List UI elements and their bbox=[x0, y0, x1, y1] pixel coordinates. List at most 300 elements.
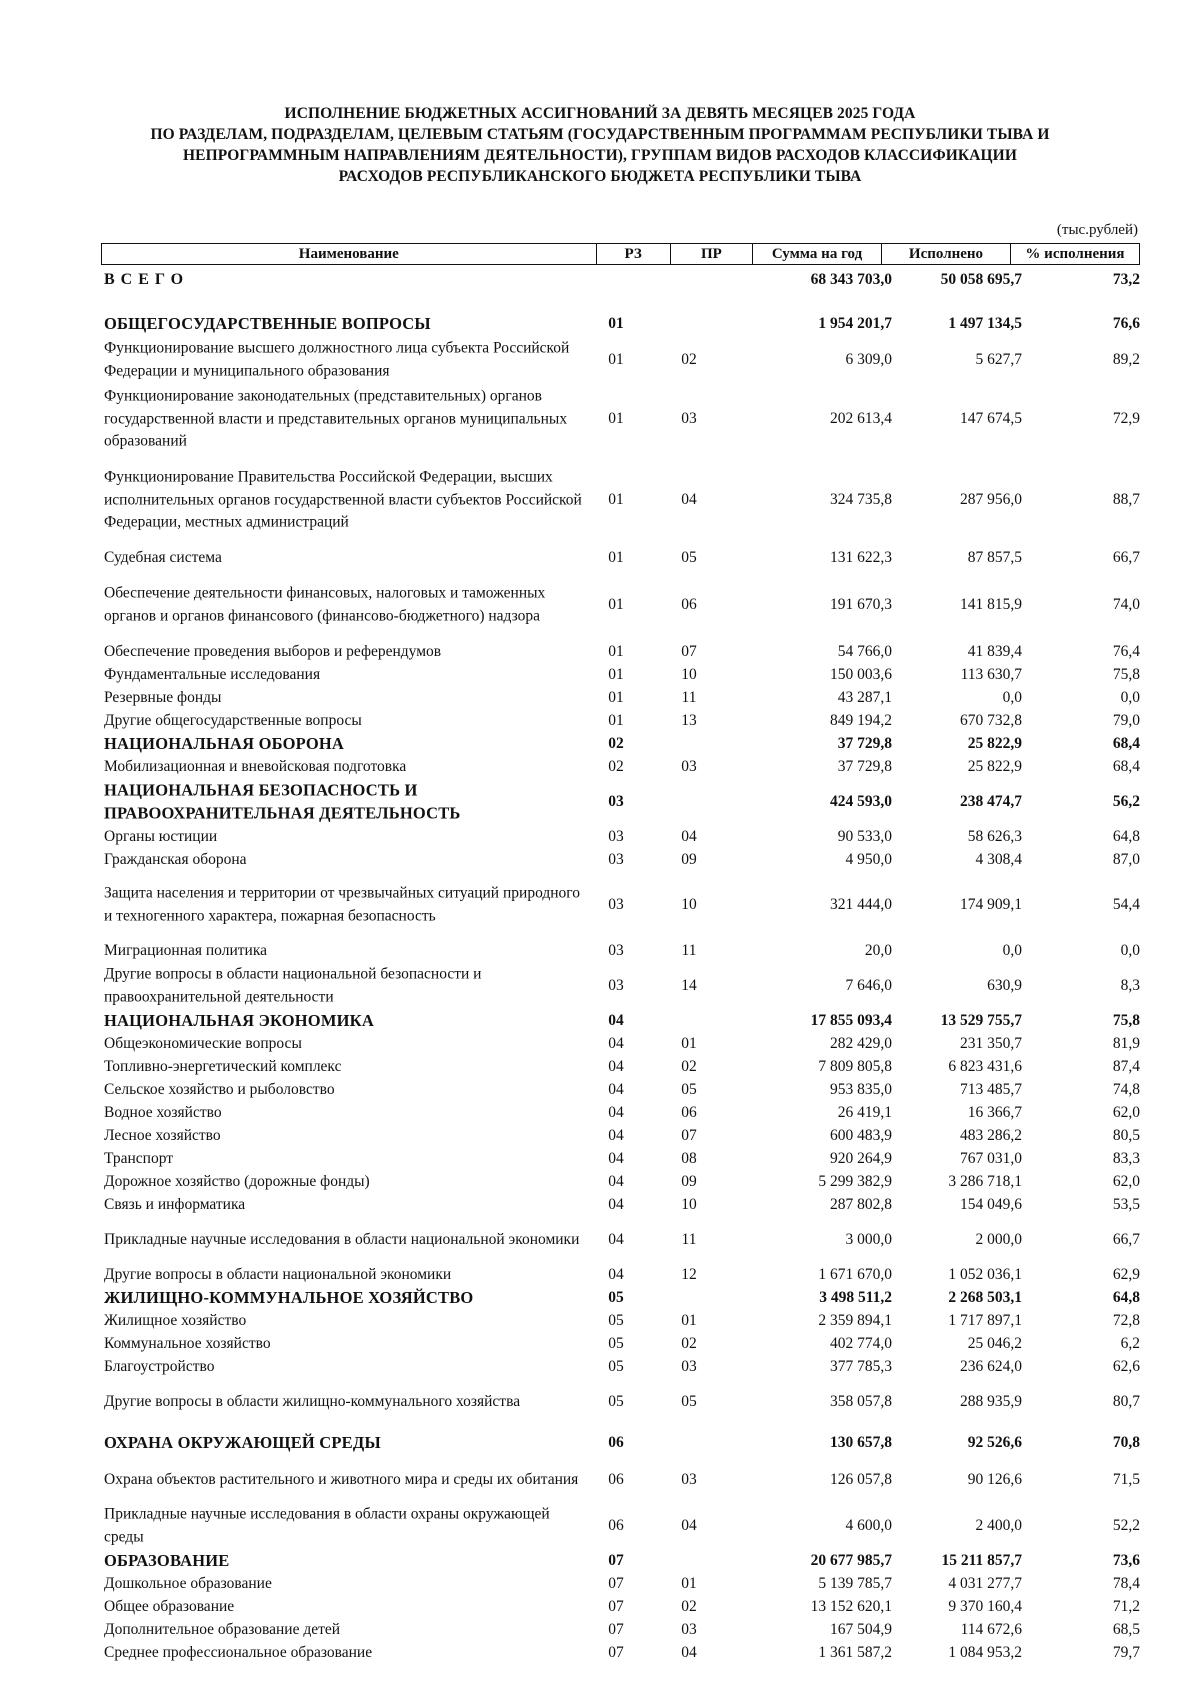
document-title bbox=[100, 103, 1100, 187]
row-name: Гражданская оборона bbox=[104, 850, 247, 868]
row-rz: 01 bbox=[608, 689, 624, 706]
row-done: 16 366,7 bbox=[967, 1104, 1022, 1121]
row-name: Сельское хозяйство и рыболовство bbox=[104, 1080, 335, 1098]
row-pr: 01 bbox=[681, 1312, 697, 1329]
row-rz: 04 bbox=[608, 1150, 624, 1167]
row-sum: 358 057,8 bbox=[830, 1393, 892, 1410]
row-pct: 54,4 bbox=[1112, 896, 1140, 913]
row-rz: 01 bbox=[608, 712, 624, 729]
row-pct: 74,0 bbox=[1112, 596, 1140, 613]
row-sum: 321 444,0 bbox=[830, 896, 892, 913]
row-pr: 07 bbox=[681, 643, 697, 660]
row-pct: 64,8 bbox=[1112, 1289, 1140, 1306]
row-pr: 02 bbox=[681, 351, 697, 368]
row-name: ОБРАЗОВАНИЕ bbox=[104, 1550, 230, 1570]
row-pct: 74,8 bbox=[1112, 1081, 1140, 1098]
row-pr: 03 bbox=[681, 1471, 697, 1488]
row-done: 114 672,6 bbox=[960, 1621, 1022, 1638]
row-pct: 62,0 bbox=[1112, 1173, 1140, 1190]
row-pct: 73,2 bbox=[1112, 271, 1140, 288]
row-pct: 76,4 bbox=[1112, 643, 1140, 660]
row-sum: 3 498 511,2 bbox=[819, 1289, 892, 1306]
row-sum: 68 343 703,0 bbox=[810, 271, 892, 288]
row-done: 41 839,4 bbox=[967, 643, 1022, 660]
row-rz: 01 bbox=[608, 549, 624, 566]
row-pct: 68,4 bbox=[1112, 735, 1140, 752]
column-sum-header: Сумма на год bbox=[753, 244, 882, 265]
table-row bbox=[104, 687, 1140, 709]
row-pct: 75,8 bbox=[1112, 666, 1140, 683]
row-pr: 05 bbox=[681, 1081, 697, 1098]
title-line-2: ПО РАЗДЕЛАМ, ПОДРАЗДЕЛАМ, ЦЕЛЕВЫМ СТАТЬЯМ (ГОСУДАРСТВЕННЫМ ПРОГРАММАМ РЕСПУБЛИКИ ТЫВА И bbox=[150, 126, 1050, 143]
row-pct: 68,4 bbox=[1112, 758, 1140, 775]
row-pr: 04 bbox=[681, 1517, 697, 1534]
column-pct-header: % исполнения bbox=[1010, 244, 1139, 265]
row-done: 58 626,3 bbox=[967, 828, 1022, 845]
row-name: Резервные фонды bbox=[104, 688, 222, 706]
row-name: Среднее профессиональное образование bbox=[104, 1643, 373, 1661]
table-row bbox=[104, 570, 1140, 640]
row-done: 287 956,0 bbox=[960, 491, 1022, 508]
row-name: ВСЕГО bbox=[104, 270, 190, 288]
column-done-header: Исполнено bbox=[882, 244, 1011, 265]
row-done: 25 822,9 bbox=[967, 758, 1022, 775]
row-pct: 71,5 bbox=[1112, 1471, 1140, 1488]
row-pct: 79,7 bbox=[1112, 1644, 1140, 1661]
row-pr: 14 bbox=[681, 977, 697, 994]
row-pr: 10 bbox=[681, 1196, 697, 1213]
row-pct: 56,2 bbox=[1112, 793, 1140, 810]
table-row bbox=[104, 384, 1140, 454]
row-sum: 131 622,3 bbox=[830, 549, 892, 566]
row-name: ОБЩЕГОСУДАРСТВЕННЫЕ ВОПРОСЫ bbox=[104, 313, 431, 333]
row-rz: 03 bbox=[608, 793, 624, 810]
row-sum: 7 809 805,8 bbox=[818, 1058, 892, 1075]
row-name: Другие общегосударственные вопросы bbox=[104, 711, 362, 729]
row-name: Транспорт bbox=[104, 1149, 174, 1167]
row-name: Жилищное хозяйство bbox=[104, 1311, 247, 1329]
row-done: 9 370 160,4 bbox=[948, 1598, 1022, 1615]
row-name: Защита населения и территории от чрезвычайных ситуаций природного и техногенного характера, пожарная безопасность bbox=[104, 884, 581, 924]
row-sum: 37 729,8 bbox=[837, 735, 892, 752]
row-rz: 07 bbox=[608, 1621, 624, 1638]
row-rz: 01 bbox=[608, 315, 624, 332]
row-name: Дорожное хозяйство (дорожные фонды) bbox=[104, 1172, 370, 1190]
table-row-section bbox=[104, 1287, 1140, 1309]
table-row bbox=[104, 1171, 1140, 1193]
table-header bbox=[101, 243, 1140, 265]
row-sum: 5 139 785,7 bbox=[818, 1575, 892, 1592]
row-done: 15 211 857,7 bbox=[941, 1552, 1022, 1569]
row-sum: 20 677 985,7 bbox=[810, 1552, 892, 1569]
table-row bbox=[104, 1264, 1140, 1286]
table-row bbox=[104, 1503, 1140, 1549]
title-line-1: ИСПОЛНЕНИЕ БЮДЖЕТНЫХ АССИГНОВАНИЙ ЗА ДЕВЯТЬ МЕСЯЦЕВ 2025 ГОДА bbox=[284, 105, 916, 122]
row-name: Лесное хозяйство bbox=[104, 1126, 221, 1144]
row-pr: 10 bbox=[681, 896, 697, 913]
row-rz: 03 bbox=[608, 828, 624, 845]
table-row-section bbox=[104, 1550, 1140, 1572]
row-sum: 287 802,8 bbox=[830, 1196, 892, 1213]
row-pr: 13 bbox=[681, 712, 697, 729]
title-line-4: РАСХОДОВ РЕСПУБЛИКАНСКОГО БЮДЖЕТА РЕСПУБЛИКИ ТЫВА bbox=[338, 168, 862, 185]
row-name: Мобилизационная и вневойсковая подготовка bbox=[104, 757, 407, 775]
row-pr: 11 bbox=[681, 1231, 697, 1248]
row-sum: 126 057,8 bbox=[830, 1471, 892, 1488]
row-pct: 83,3 bbox=[1112, 1150, 1140, 1167]
row-sum: 37 729,8 bbox=[837, 758, 892, 775]
row-pr: 01 bbox=[681, 1575, 697, 1592]
row-pct: 87,0 bbox=[1112, 851, 1140, 868]
row-rz: 04 bbox=[608, 1012, 624, 1029]
row-name: Судебная система bbox=[104, 548, 222, 566]
row-pr: 09 bbox=[681, 1173, 697, 1190]
row-sum: 54 766,0 bbox=[837, 643, 892, 660]
row-sum: 90 533,0 bbox=[837, 828, 892, 845]
row-done: 25 046,2 bbox=[967, 1335, 1022, 1352]
row-sum: 953 835,0 bbox=[830, 1081, 892, 1098]
table-row bbox=[104, 963, 1140, 1009]
row-pct: 52,2 bbox=[1112, 1517, 1140, 1534]
row-pct: 81,9 bbox=[1112, 1035, 1140, 1052]
row-sum: 4 600,0 bbox=[845, 1517, 892, 1534]
row-name: Другие вопросы в области жилищно-коммунального хозяйства bbox=[104, 1392, 521, 1410]
row-rz: 04 bbox=[608, 1173, 624, 1190]
row-pct: 80,7 bbox=[1112, 1393, 1140, 1410]
table-row bbox=[104, 664, 1140, 686]
row-sum: 402 774,0 bbox=[830, 1335, 892, 1352]
row-pct: 79,0 bbox=[1112, 712, 1140, 729]
row-done: 1 717 897,1 bbox=[948, 1312, 1022, 1329]
row-pr: 10 bbox=[681, 666, 697, 683]
row-sum: 282 429,0 bbox=[830, 1035, 892, 1052]
row-name: Коммунальное хозяйство bbox=[104, 1334, 271, 1352]
table-row bbox=[104, 1333, 1140, 1355]
table-row bbox=[104, 710, 1140, 732]
row-done: 154 049,6 bbox=[960, 1196, 1022, 1213]
row-done: 767 031,0 bbox=[960, 1150, 1022, 1167]
row-done: 2 000,0 bbox=[975, 1231, 1022, 1248]
table-row bbox=[104, 1642, 1140, 1664]
table-row bbox=[104, 1573, 1140, 1595]
table-row bbox=[104, 1596, 1140, 1618]
table-row bbox=[104, 1457, 1140, 1503]
row-done: 174 909,1 bbox=[960, 896, 1022, 913]
row-pct: 70,8 bbox=[1112, 1434, 1140, 1451]
row-pct: 73,6 bbox=[1112, 1552, 1140, 1569]
row-name: Органы юстиции bbox=[104, 827, 218, 845]
row-sum: 424 593,0 bbox=[830, 793, 892, 810]
table-row bbox=[104, 940, 1140, 962]
row-done: 0,0 bbox=[1002, 942, 1022, 959]
row-sum: 17 855 093,4 bbox=[810, 1012, 892, 1029]
row-done: 670 732,8 bbox=[960, 712, 1022, 729]
row-done: 113 630,7 bbox=[960, 666, 1022, 683]
row-done: 0,0 bbox=[1002, 689, 1022, 706]
table-row bbox=[104, 1310, 1140, 1332]
row-pr: 05 bbox=[681, 1393, 697, 1410]
table-row-section bbox=[104, 1010, 1140, 1032]
table-row bbox=[104, 1356, 1140, 1378]
table-row-section bbox=[104, 733, 1140, 755]
row-rz: 05 bbox=[608, 1335, 624, 1352]
table-row-section bbox=[104, 312, 1140, 336]
row-rz: 07 bbox=[608, 1598, 624, 1615]
row-name: НАЦИОНАЛЬНАЯ ЭКОНОМИКА bbox=[104, 1010, 374, 1030]
row-pr: 07 bbox=[681, 1127, 697, 1144]
row-done: 1 052 036,1 bbox=[948, 1266, 1022, 1283]
row-pct: 64,8 bbox=[1112, 828, 1140, 845]
row-pr: 06 bbox=[681, 1104, 697, 1121]
table-row bbox=[104, 1102, 1140, 1124]
row-pct: 6,2 bbox=[1120, 1335, 1140, 1352]
table-row bbox=[104, 882, 1140, 928]
row-pr: 03 bbox=[681, 758, 697, 775]
row-pct: 88,7 bbox=[1112, 491, 1140, 508]
row-name: Водное хозяйство bbox=[104, 1103, 222, 1121]
row-pr: 12 bbox=[681, 1266, 697, 1283]
row-done: 2 400,0 bbox=[975, 1517, 1022, 1534]
row-pct: 72,9 bbox=[1112, 410, 1140, 427]
row-sum: 3 000,0 bbox=[845, 1231, 892, 1248]
row-name: Общее образование bbox=[104, 1597, 235, 1615]
row-pr: 03 bbox=[681, 1358, 697, 1375]
column-pr-header: ПР bbox=[670, 244, 752, 265]
row-name: Функционирование законодательных (представительных) органов государственной власти и представительных органов муниципальных образований bbox=[104, 387, 568, 450]
row-name: Охрана объектов растительного и животного мира и среды их обитания bbox=[104, 1470, 579, 1488]
row-done: 3 286 718,1 bbox=[948, 1173, 1022, 1190]
row-rz: 04 bbox=[608, 1231, 624, 1248]
row-done: 288 935,9 bbox=[960, 1393, 1022, 1410]
row-sum: 167 504,9 bbox=[830, 1621, 892, 1638]
row-pr: 04 bbox=[681, 828, 697, 845]
table-row bbox=[104, 1148, 1140, 1170]
row-name: ОХРАНА ОКРУЖАЮЩЕЙ СРЕДЫ bbox=[104, 1432, 381, 1452]
row-pr: 05 bbox=[681, 549, 697, 566]
table-row bbox=[104, 1217, 1140, 1263]
row-pr: 02 bbox=[681, 1335, 697, 1352]
row-name: Дошкольное образование bbox=[104, 1574, 272, 1592]
row-name: Общеэкономические вопросы bbox=[104, 1034, 302, 1052]
row-pct: 0,0 bbox=[1120, 942, 1140, 959]
row-sum: 150 003,6 bbox=[830, 666, 892, 683]
table-row bbox=[104, 756, 1140, 778]
row-done: 50 058 695,7 bbox=[940, 271, 1022, 288]
row-pr: 02 bbox=[681, 1058, 697, 1075]
row-pr: 01 bbox=[681, 1035, 697, 1052]
row-done: 236 624,0 bbox=[960, 1358, 1022, 1375]
row-done: 92 526,6 bbox=[967, 1434, 1022, 1451]
row-rz: 03 bbox=[608, 942, 624, 959]
title-line-3: НЕПРОГРАММНЫМ НАПРАВЛЕНИЯМ ДЕЯТЕЛЬНОСТИ), ГРУППАМ ВИДОВ РАСХОДОВ КЛАССИФИКАЦИИ bbox=[183, 147, 1017, 164]
row-name: Функционирование Правительства Российской Федерации, высших исполнительных органов государственной власти субъектов Российской Федерации, местных администраций bbox=[104, 468, 582, 531]
row-rz: 05 bbox=[608, 1312, 624, 1329]
row-done: 87 857,5 bbox=[967, 549, 1022, 566]
row-pr: 04 bbox=[681, 1644, 697, 1661]
row-name: Благоустройство bbox=[104, 1357, 215, 1375]
row-rz: 06 bbox=[608, 1471, 624, 1488]
row-name: Обеспечение проведения выборов и референдумов bbox=[104, 642, 442, 660]
row-pct: 80,5 bbox=[1112, 1127, 1140, 1144]
row-rz: 01 bbox=[608, 491, 624, 508]
row-rz: 05 bbox=[608, 1289, 624, 1306]
row-name: Другие вопросы в области национальной экономики bbox=[104, 1265, 452, 1283]
row-rz: 02 bbox=[608, 735, 624, 752]
table-row-total bbox=[104, 267, 1140, 293]
row-rz: 06 bbox=[608, 1434, 624, 1451]
row-sum: 191 670,3 bbox=[830, 596, 892, 613]
row-pr: 04 bbox=[681, 491, 697, 508]
row-name: НАЦИОНАЛЬНАЯ БЕЗОПАСНОСТЬ И ПРАВООХРАНИТЕЛЬНАЯ ДЕЯТЕЛЬНОСТЬ bbox=[104, 780, 461, 822]
row-done: 25 822,9 bbox=[967, 735, 1022, 752]
row-rz: 06 bbox=[608, 1517, 624, 1534]
table-row bbox=[104, 1056, 1140, 1078]
row-done: 238 474,7 bbox=[960, 793, 1022, 810]
table-row bbox=[104, 1389, 1140, 1415]
row-name: Фундаментальные исследования bbox=[104, 665, 321, 683]
row-pct: 53,5 bbox=[1112, 1196, 1140, 1213]
table-row bbox=[104, 826, 1140, 848]
row-done: 713 485,7 bbox=[960, 1081, 1022, 1098]
row-sum: 324 735,8 bbox=[830, 491, 892, 508]
row-done: 483 286,2 bbox=[960, 1127, 1022, 1144]
row-rz: 04 bbox=[608, 1104, 624, 1121]
row-rz: 05 bbox=[608, 1393, 624, 1410]
row-rz: 01 bbox=[608, 666, 624, 683]
row-pr: 09 bbox=[681, 851, 697, 868]
row-sum: 6 309,0 bbox=[845, 351, 892, 368]
row-rz: 01 bbox=[608, 596, 624, 613]
row-done: 231 350,7 bbox=[960, 1035, 1022, 1052]
row-rz: 04 bbox=[608, 1058, 624, 1075]
row-done: 630,9 bbox=[987, 977, 1022, 994]
row-rz: 04 bbox=[608, 1127, 624, 1144]
row-rz: 03 bbox=[608, 851, 624, 868]
row-sum: 5 299 382,9 bbox=[818, 1173, 892, 1190]
row-pct: 62,9 bbox=[1112, 1266, 1140, 1283]
row-rz: 03 bbox=[608, 896, 624, 913]
row-pct: 62,6 bbox=[1112, 1358, 1140, 1375]
row-sum: 1 671 670,0 bbox=[818, 1266, 892, 1283]
table-row bbox=[104, 465, 1140, 535]
units-label: (тыс.рублей) bbox=[1056, 222, 1138, 238]
table-row bbox=[104, 1033, 1140, 1055]
row-name: Прикладные научные исследования в области охраны окружающей среды bbox=[104, 1505, 550, 1545]
row-name: Миграционная политика bbox=[104, 941, 267, 959]
row-rz: 07 bbox=[608, 1552, 624, 1569]
column-name-header: Наименование bbox=[102, 244, 597, 265]
row-done: 6 823 431,6 bbox=[948, 1058, 1022, 1075]
row-done: 1 084 953,2 bbox=[948, 1644, 1022, 1661]
row-done: 5 627,7 bbox=[975, 351, 1022, 368]
table-row-section bbox=[104, 1430, 1140, 1456]
row-pr: 06 bbox=[681, 596, 697, 613]
row-pct: 66,7 bbox=[1112, 549, 1140, 566]
row-sum: 2 359 894,1 bbox=[818, 1312, 892, 1329]
row-sum: 377 785,3 bbox=[830, 1358, 892, 1375]
row-sum: 4 950,0 bbox=[845, 851, 892, 868]
row-done: 13 529 755,7 bbox=[940, 1012, 1022, 1029]
row-sum: 202 613,4 bbox=[830, 410, 892, 427]
row-name: НАЦИОНАЛЬНАЯ ОБОРОНА bbox=[104, 733, 345, 753]
row-name: ЖИЛИЩНО-КОММУНАЛЬНОЕ ХОЗЯЙСТВО bbox=[104, 1287, 474, 1307]
row-pr: 11 bbox=[681, 942, 697, 959]
row-sum: 130 657,8 bbox=[830, 1434, 892, 1451]
row-rz: 01 bbox=[608, 643, 624, 660]
row-pr: 03 bbox=[681, 410, 697, 427]
row-pr: 11 bbox=[681, 689, 697, 706]
row-pct: 0,0 bbox=[1120, 689, 1140, 706]
row-pct: 68,5 bbox=[1112, 1621, 1140, 1638]
row-sum: 1 954 201,7 bbox=[818, 315, 892, 332]
row-done: 141 815,9 bbox=[960, 596, 1022, 613]
row-sum: 600 483,9 bbox=[830, 1127, 892, 1144]
row-rz: 05 bbox=[608, 1358, 624, 1375]
row-done: 2 268 503,1 bbox=[948, 1289, 1022, 1306]
row-rz: 04 bbox=[608, 1196, 624, 1213]
row-rz: 04 bbox=[608, 1035, 624, 1052]
row-rz: 04 bbox=[608, 1081, 624, 1098]
row-rz: 01 bbox=[608, 351, 624, 368]
row-sum: 1 361 587,2 bbox=[818, 1644, 892, 1661]
row-pct: 8,3 bbox=[1120, 977, 1140, 994]
row-rz: 04 bbox=[608, 1266, 624, 1283]
row-done: 147 674,5 bbox=[960, 410, 1022, 427]
row-done: 4 308,4 bbox=[975, 851, 1022, 868]
row-rz: 07 bbox=[608, 1644, 624, 1661]
row-pct: 78,4 bbox=[1112, 1575, 1140, 1592]
table-row-section bbox=[104, 779, 1140, 825]
row-rz: 02 bbox=[608, 758, 624, 775]
row-sum: 43 287,1 bbox=[837, 689, 892, 706]
row-pct: 75,8 bbox=[1112, 1012, 1140, 1029]
row-pct: 89,2 bbox=[1112, 351, 1140, 368]
table-row bbox=[104, 337, 1140, 383]
row-sum: 13 152 620,1 bbox=[810, 1598, 892, 1615]
table-row bbox=[104, 1125, 1140, 1147]
row-name: Обеспечение деятельности финансовых, налоговых и таможенных органов и органов финансового (финансово-бюджетного) надзора bbox=[104, 584, 546, 624]
column-rz-header: РЗ bbox=[596, 244, 670, 265]
table-row bbox=[104, 547, 1140, 569]
row-pr: 03 bbox=[681, 1621, 697, 1638]
row-done: 90 126,6 bbox=[967, 1471, 1022, 1488]
row-pct: 62,0 bbox=[1112, 1104, 1140, 1121]
row-pct: 71,2 bbox=[1112, 1598, 1140, 1615]
row-sum: 26 419,1 bbox=[837, 1104, 892, 1121]
row-name: Связь и информатика bbox=[104, 1195, 246, 1213]
row-done: 1 497 134,5 bbox=[948, 315, 1022, 332]
row-pr: 02 bbox=[681, 1598, 697, 1615]
row-sum: 849 194,2 bbox=[830, 712, 892, 729]
row-pct: 66,7 bbox=[1112, 1231, 1140, 1248]
table-row bbox=[104, 1619, 1140, 1641]
table-row bbox=[104, 1194, 1140, 1216]
row-rz: 01 bbox=[608, 410, 624, 427]
row-pct: 72,8 bbox=[1112, 1312, 1140, 1329]
row-sum: 7 646,0 bbox=[845, 977, 892, 994]
row-name: Прикладные научные исследования в области национальной экономики bbox=[104, 1230, 580, 1248]
row-done: 4 031 277,7 bbox=[948, 1575, 1022, 1592]
row-rz: 07 bbox=[608, 1575, 624, 1592]
row-pct: 76,6 bbox=[1112, 315, 1140, 332]
row-rz: 03 bbox=[608, 977, 624, 994]
row-sum: 920 264,9 bbox=[830, 1150, 892, 1167]
table-row bbox=[104, 849, 1140, 871]
row-pr: 08 bbox=[681, 1150, 697, 1167]
row-name: Функционирование высшего должностного лица субъекта Российской Федерации и муниципального образования bbox=[104, 339, 570, 379]
row-pct: 87,4 bbox=[1112, 1058, 1140, 1075]
row-name: Дополнительное образование детей bbox=[104, 1620, 341, 1638]
